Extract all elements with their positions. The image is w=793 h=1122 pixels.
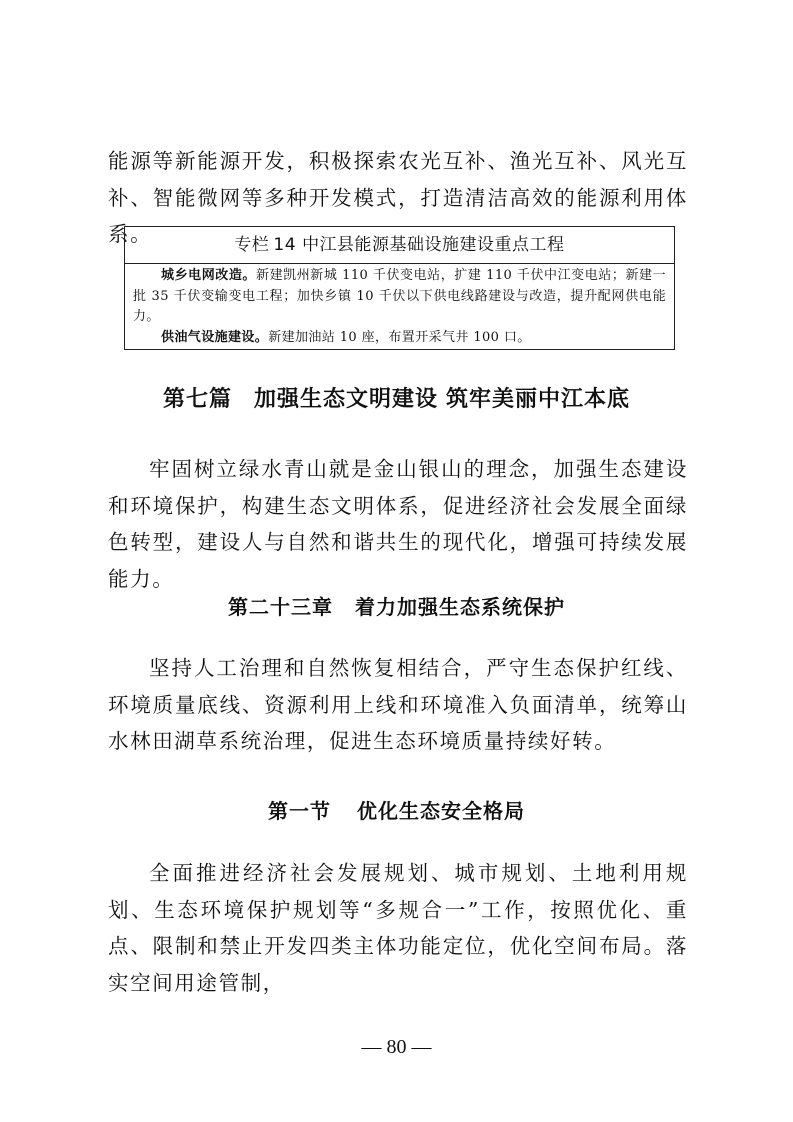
part-heading-title-b: 筑牢美丽中江本底 (446, 387, 631, 412)
intro-paragraph: 能源等新能源开发，积极探索农光互补、渔光互补、风光互补、智能微网等多种开发模式，打造清洁高效的能源利用体系。 (108, 149, 688, 246)
section-heading-title: 优化生态安全格局 (357, 799, 525, 823)
column-box (124, 226, 675, 350)
column-box-title-text: 中江县能源基础设施建设重点工程 (302, 235, 565, 255)
column-box-item-lead: 城乡电网改造。 (161, 268, 257, 283)
column-box-item (133, 328, 666, 349)
part-paragraph: 牢固树立绿水青山就是金山银山的理念，加强生态建设和环境保护，构建生态文明体系，促进经济社会发展全面绿色转型，建设人与自然和谐共生的现代化，增强可持续发展能力。 (108, 457, 688, 591)
chapter-heading (0, 592, 793, 622)
column-box-title (125, 227, 674, 264)
column-box-item (133, 266, 666, 328)
chapter-paragraph: 坚持人工治理和自然恢复相结合，严守生态保护红线、环境质量底线、资源利用上线和环境准入负面清单，统筹山水林田湖草系统治理，促进生态环境质量持续好转。 (108, 656, 688, 753)
column-box-title-prefix: 专栏 (234, 235, 270, 255)
page-number: — 80 — (361, 1036, 432, 1058)
part-heading-title-a: 加强生态文明建设 (253, 387, 438, 412)
column-box-title-number: 14 (273, 235, 297, 255)
column-box-item-text: 新建凯州新城 110 千伏变电站，扩建 110 千伏中江变电站；新建一批 35 千伏变输变电工程；加快乡镇 10 千伏以下供电线路建设与改造，提升配网供电能力。 (133, 268, 666, 324)
section-heading (0, 796, 793, 826)
column-box-body (125, 264, 674, 348)
column-box-item-lead: 供油气设施建设。 (161, 329, 269, 345)
chapter-heading-number: 第二十三章 (228, 595, 333, 619)
section-heading-number: 第一节 (268, 799, 331, 823)
section-paragraph: 全面推进经济社会发展规划、城市规划、土地利用规划、生态环境保护规划等“多规合一”工作，按照优化、重点、限制和禁止开发四类主体功能定位，优化空间布局。落实空间用途管制， (108, 861, 688, 995)
column-box-item-text: 新建加油站 10 座，布置开采气井 100 口。 (268, 329, 531, 345)
part-heading-number: 第七篇 (162, 387, 232, 412)
part-heading (0, 384, 793, 416)
chapter-heading-title: 着力加强生态系统保护 (355, 595, 565, 619)
